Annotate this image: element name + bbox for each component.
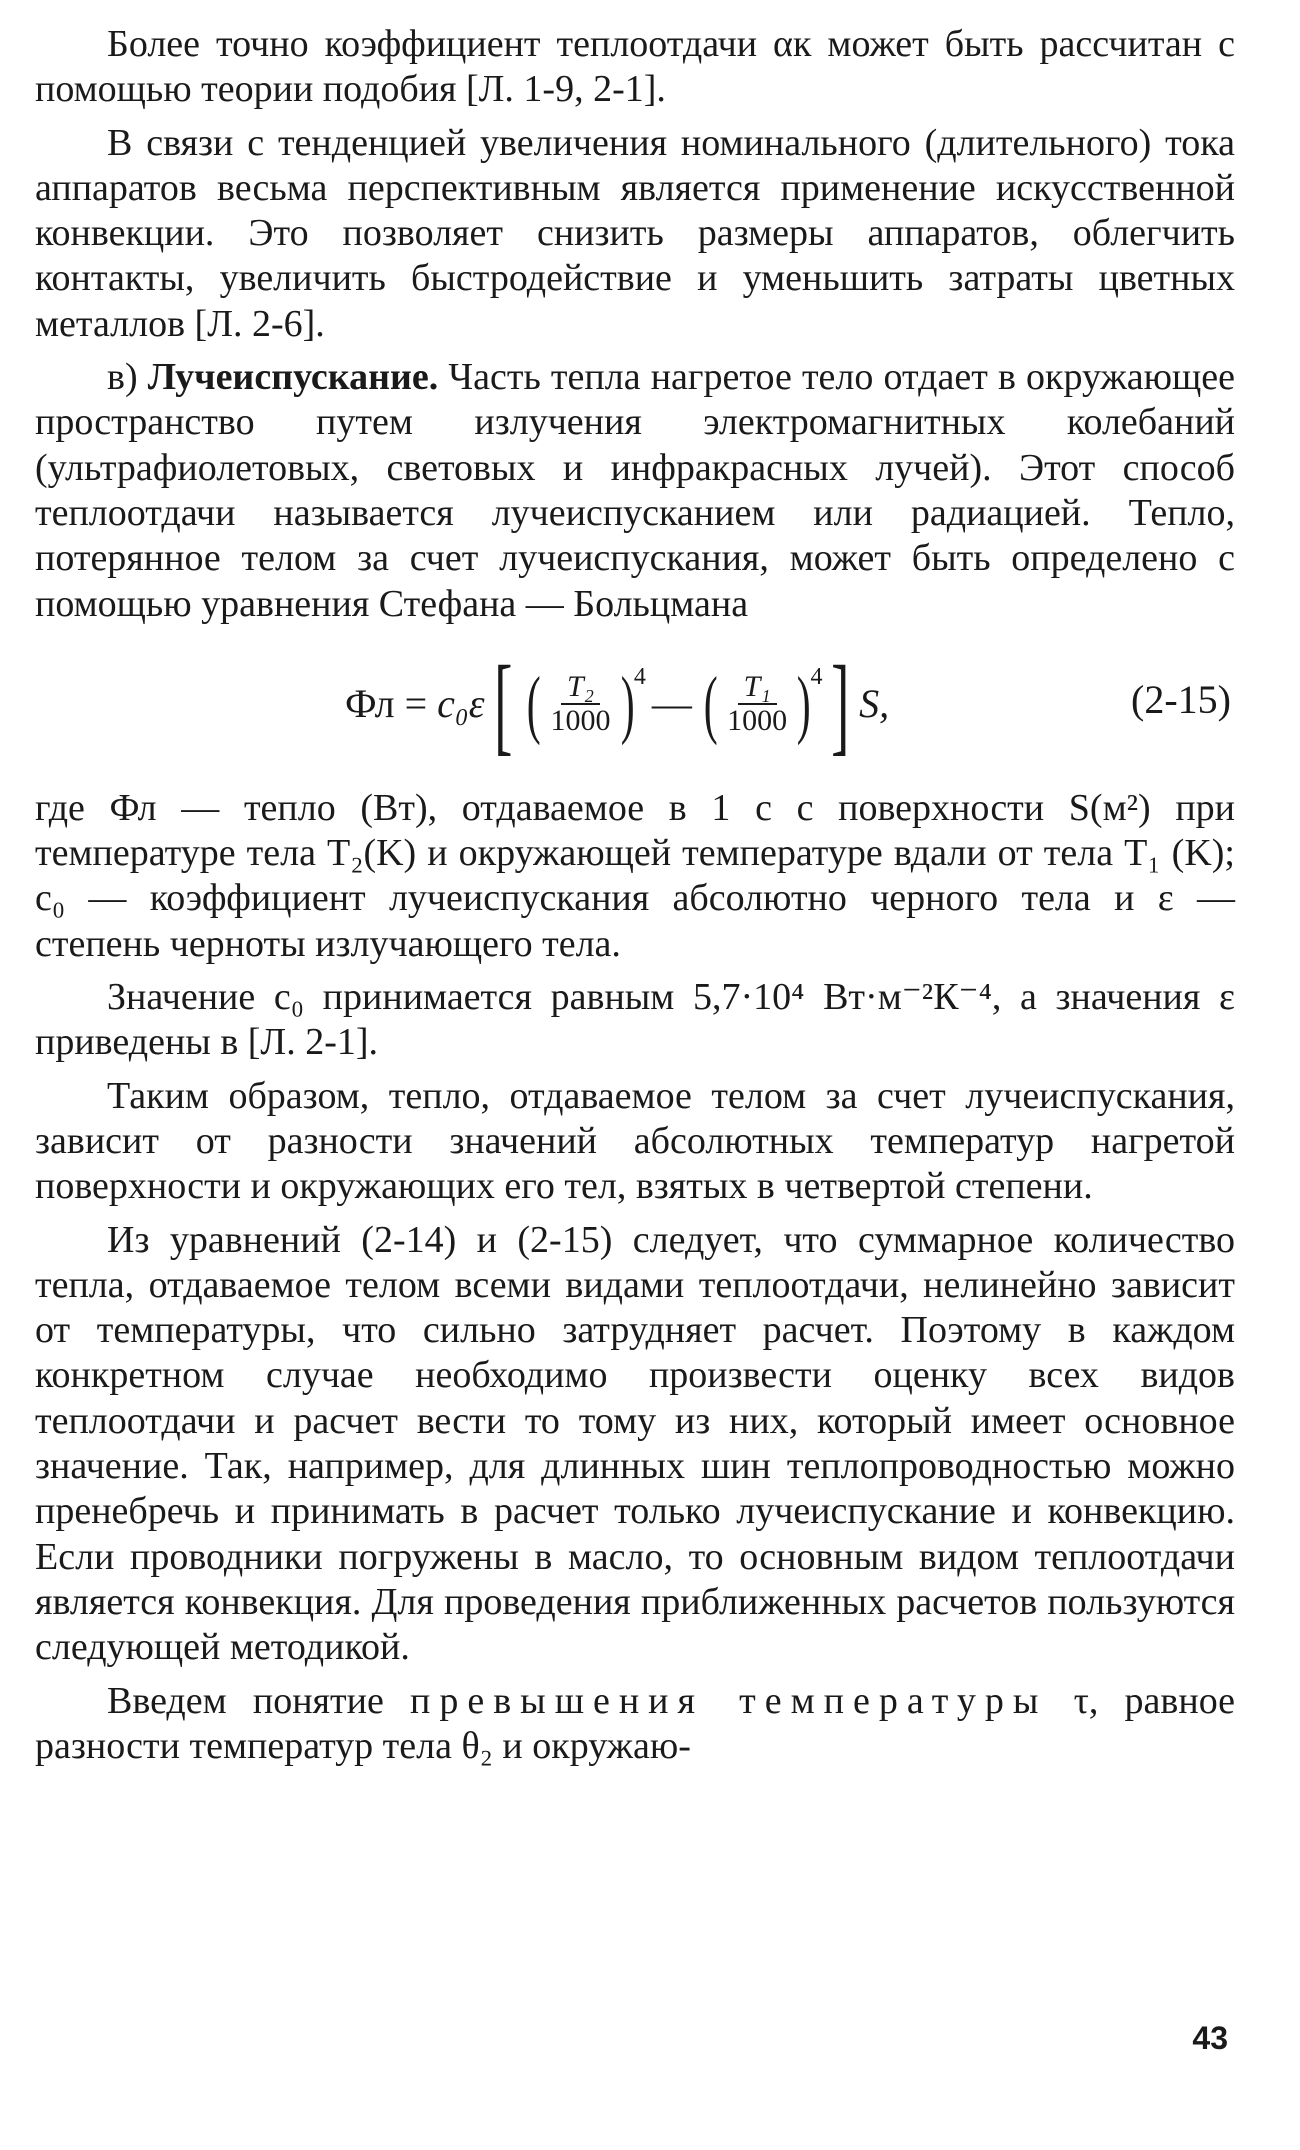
equation-number: (2-15): [1131, 676, 1231, 722]
fraction-t2-den: 1000: [550, 703, 611, 737]
paragraph-8-start: Введем понятие: [107, 1679, 384, 1722]
formula-coef: c₀ε: [437, 681, 485, 727]
paragraph-3: [35, 355, 1235, 627]
paragraph-4: где Фл — тепло (Вт), отдаваемое в 1 с с поверхности S(м²) при температуре тела T₂(K) и окружающей температуре вдали от тела T₁ (K); c₀ — коэффициент лучеиспускания абсолютно черного тела и ε — степень черноты излучающего тела.: [35, 786, 1235, 965]
fraction-t2: [549, 671, 613, 737]
paragraph-5: Значение c₀ принимается равным 5,7·10⁴ Вт·м⁻²К⁻⁴, а значения ε приведены в [Л. 2-1].: [35, 976, 1235, 1064]
open-paren-2: (: [703, 661, 718, 746]
fraction-t1: [725, 671, 789, 737]
formula-equals: =: [404, 681, 428, 727]
page-number: 43: [1192, 2020, 1228, 2056]
close-paren-1: ): [620, 661, 635, 746]
fraction-t1-num: T₁: [738, 671, 777, 705]
formula-minus: —: [651, 681, 692, 727]
body-text: [35, 22, 1235, 1777]
paragraph-3-body: Часть тепла нагретое тело отдает в окружающее пространство путем излучения электромагнитных колебаний (ультрафиолетовых, световых и инфракрасных лучей). Этот способ теплоотдачи называется лучеиспусканием или радиацией. Тепло, потерянное телом за счет лучеиспускания, может быть определено с помощью уравнения Стефана — Больцмана: [35, 356, 1236, 625]
section-heading: Лучеиспускание.: [147, 356, 439, 399]
paragraph-8: [35, 1679, 1235, 1770]
formula-block: [35, 641, 1235, 776]
formula-lhs: Фл: [345, 681, 395, 727]
formula-rhs: S,: [859, 681, 890, 727]
fraction-t1-den: 1000: [727, 703, 788, 737]
emphasized-term: превышения температуры: [410, 1679, 1048, 1722]
open-bracket: [: [493, 642, 513, 765]
paragraph-7: Из уравнений (2-14) и (2-15) следует, что суммарное количество тепла, отдаваемое телом всеми видами теплоотдачи, нелинейно зависит от температуры, что сильно затрудняет расчет. Поэтому в каждом конкретном случае необходимо произвести оценку всех видов теплоотдачи и расчет вести то тому из них, который имеет основное значение. Так, например, для длинных шин теплопроводностью можно пренебречь и принимать в расчет только лучеиспускание и конвекцию. Если проводники погружены в масло, то основным видом теплоотдачи является конвекция. Для проведения приближенных расчетов пользуются следующей методикой.: [35, 1218, 1235, 1669]
paragraph-2: В связи с тенденцией увеличения номинального (длительного) тока аппаратов весьма перспективным является применение искусственной конвекции. Это позволяет снизить размеры аппаратов, облегчить контакты, увеличить быстродействие и уменьшить затраты цветных металлов [Л. 2-6].: [35, 121, 1235, 345]
paragraph-8-end: τ, равное разности температур тела θ₂ и окружаю-: [35, 1679, 1236, 1767]
stefan-boltzmann-formula: [345, 642, 890, 765]
paragraph-1: Более точно коэффициент теплоотдачи αк может быть рассчитан с помощью теории подобия [Л. 1-9, 2-1].: [35, 23, 1235, 111]
open-paren-1: (: [526, 661, 541, 746]
close-paren-2: ): [796, 661, 811, 746]
paragraph-6: Таким образом, тепло, отдаваемое телом за счет лучеиспускания, зависит от разности значений абсолютных температур нагретой поверхности и окружающих его тел, взятых в четвертой степени.: [35, 1074, 1235, 1208]
close-bracket: ]: [831, 642, 850, 765]
fraction-t2-num: T₂: [561, 671, 600, 705]
power-1: 4: [633, 663, 646, 690]
power-2: 4: [810, 663, 823, 690]
list-marker: в): [107, 356, 138, 399]
